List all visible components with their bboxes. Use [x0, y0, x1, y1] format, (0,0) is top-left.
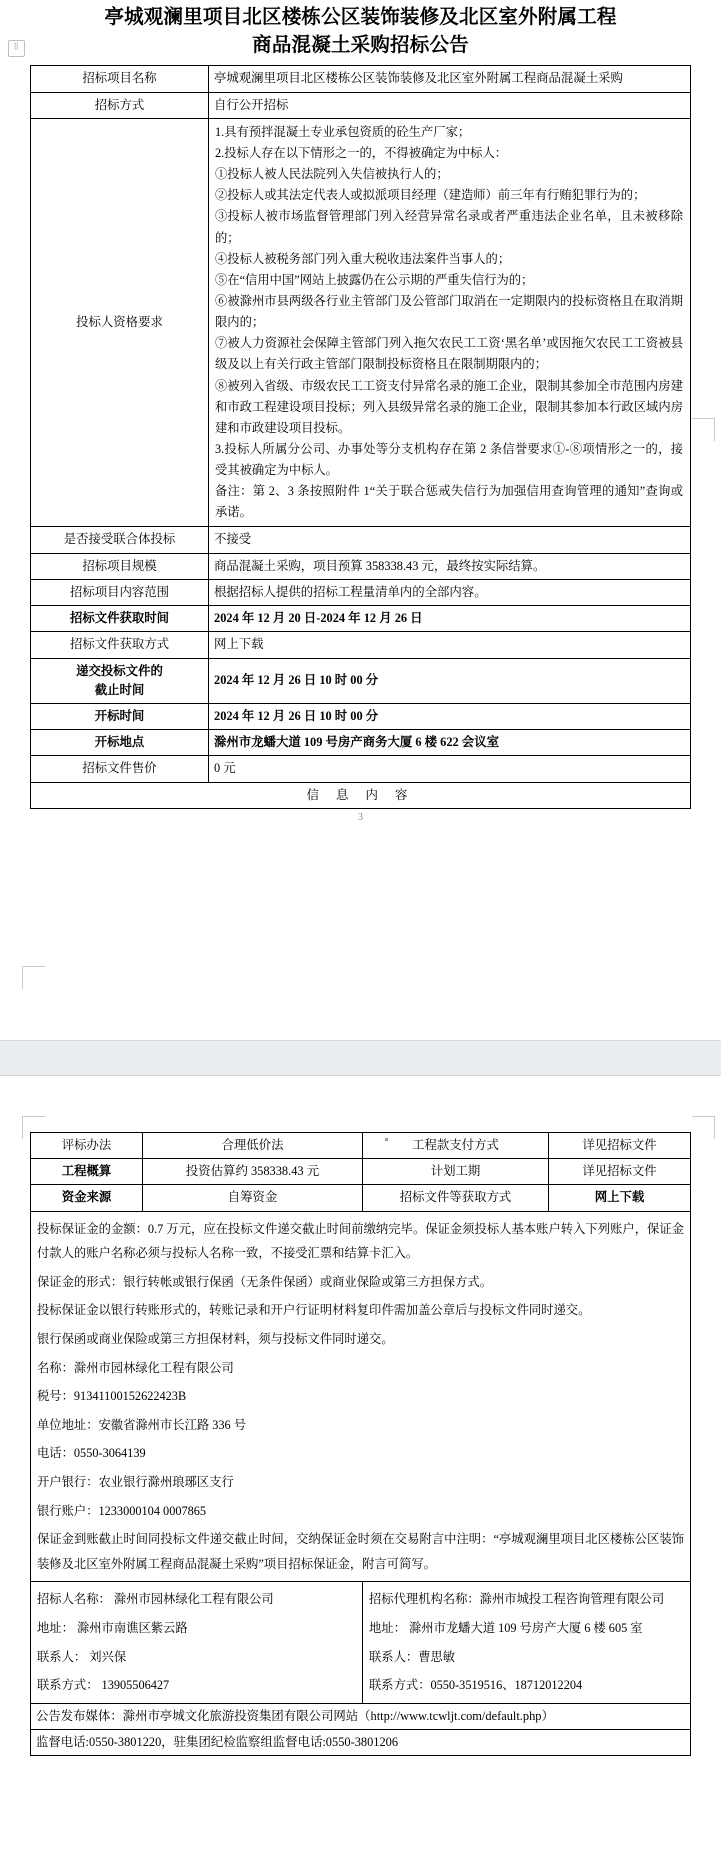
qualification-line: 1.具有预拌混凝土专业承包资质的砼生产厂家； — [215, 124, 471, 139]
table-row-qualification — [31, 118, 691, 527]
tenderer-phone: 联系方式： 13905506427 — [37, 1678, 170, 1693]
cell-budget-value: 投资估算约 358338.43 元 — [143, 1159, 363, 1185]
row-value-qualification — [209, 118, 691, 527]
cell-budget-label: 工程概算 — [31, 1159, 143, 1185]
table-row — [31, 606, 691, 632]
page2-corner-mark-right — [692, 1116, 715, 1139]
row-label-submission-deadline — [31, 658, 209, 703]
table-row-contacts — [31, 1582, 691, 1703]
qualification-line: 3.投标人所属分公司、办事处等分支机构存在第 2 条信誉要求①-⑧项情形之一的，接受其被确定为中标人。 — [215, 441, 683, 478]
table-row — [31, 66, 691, 92]
row-value-project-scale: 商品混凝土采购，项目预算 358338.43 元，最终按实际结算。 — [209, 553, 691, 579]
qualification-line: ⑤在“信用中国”网站上披露仍在公示期的严重失信行为的； — [215, 272, 534, 287]
row-label-doc-acquire-time: 招标文件获取时间 — [31, 606, 209, 632]
deposit-phone: 电话：0550-3064139 — [37, 1446, 146, 1461]
page2-corner-mark-left — [22, 1116, 45, 1139]
table-row-media — [31, 1703, 691, 1729]
tenderer-contact-person: 联系人： 刘兴保 — [37, 1649, 127, 1664]
tenderer-address: 地址： 滁州市南谯区紫云路 — [37, 1620, 188, 1635]
row-value-doc-price: 0 元 — [209, 756, 691, 782]
agent-contact-block — [363, 1582, 691, 1703]
row-value-joint-bid: 不接受 — [209, 527, 691, 553]
agent-contact-person: 联系人：曹思敏 — [369, 1649, 456, 1664]
title-line-1: 亭城观澜里项目北区楼栋公区装饰装修及北区室外附属工程 — [104, 7, 617, 28]
deposit-tax-number: 税号：91341100152622423B — [37, 1389, 187, 1404]
qualification-line: ③投标人被市场监督管理部门列入经营异常名录或者严重违法企业名单，且未被移除的； — [215, 209, 683, 245]
qualification-line: ⑧被列入省级、市级农民工工资支付异常名录的施工企业，限制其参加全市范围内房建和市政工程建设项目投标；列入县级异常名录的施工企业，限制其参加本行政区域内房建和市政建设项目投标。 — [215, 378, 683, 435]
agent-phone: 联系方式：0550-3519516、18712012204 — [369, 1678, 583, 1693]
table-row — [31, 756, 691, 782]
row-value-doc-acquire-time: 2024 年 12 月 20 日-2024 年 12 月 26 日 — [209, 606, 691, 632]
deposit-info-block — [31, 1211, 691, 1582]
document-page-2 — [0, 1076, 721, 1862]
deposit-bank-account: 银行账户：1233000104 0007865 — [37, 1503, 207, 1518]
deposit-paragraph: 银行保函或商业保险或第三方担保材料，须与投标文件同时递交。 — [37, 1332, 394, 1347]
tenderer-contact-block — [31, 1582, 363, 1703]
deposit-paragraph: 投标保证金的金额：0.7 万元，应在投标文件递交截止时间前缴纳完毕。保证金须投标人基本账户转入下列账户，保证金付款人的账户名称必须与投标人名称一致，不接受汇票和结算卡汇入。 — [37, 1221, 684, 1261]
tenderer-name: 招标人名称： 滁州市园林绿化工程有限公司 — [37, 1592, 274, 1607]
table-row-supervision — [31, 1729, 691, 1755]
table-row — [31, 730, 691, 756]
row-label-joint-bid: 是否接受联合体投标 — [31, 527, 209, 553]
row-label-project-name: 招标项目名称 — [31, 66, 209, 92]
table-row — [31, 579, 691, 605]
row-label-tender-method: 招标方式 — [31, 92, 209, 118]
row-value-submission-deadline: 2024 年 12 月 26 日 10 时 00 分 — [209, 658, 691, 703]
qualification-line: ⑥被滁州市县两级各行业主管部门及公管部门取消在一定期限内的投标资格且在取消期限内的； — [215, 293, 683, 330]
deposit-paragraph: 保证金到账截止时间同投标文件递交截止时间，交纳保证金时须在交易附言中注明：“亭城观澜里项目北区楼栋公区装饰装修及北区室外附属工程商品混凝土采购”项目招标保证金，附言可简写。 — [37, 1532, 684, 1571]
announcement-main-table — [30, 65, 691, 809]
row-label-project-scale: 招标项目规模 — [31, 553, 209, 579]
row-value-project-name: 亭城观澜里项目北区楼栋公区装饰装修及北区室外附属工程商品混凝土采购 — [209, 66, 691, 92]
row-value-open-time: 2024 年 12 月 26 日 10 时 00 分 — [209, 704, 691, 730]
table-row — [31, 92, 691, 118]
row-value-doc-acquire-method: 网上下载 — [209, 632, 691, 658]
cell-payment-method-value: 详见招标文件 — [549, 1133, 691, 1159]
cell-fund-source-label: 资金来源 — [31, 1185, 143, 1211]
info-content-header: 信 息 内 容 — [31, 782, 691, 808]
qualification-line: ④投标人被税务部门列入重大税收违法案件当事人的； — [215, 251, 511, 266]
qualification-line: ⑦被人力资源社会保障主管部门列入拖欠农民工工资‘黑名单’或因拖欠农民工工资被县级及以上有关行政主管部门限制投标资格且在限制期限内的； — [215, 336, 683, 372]
page-corner-mark-left — [22, 966, 45, 989]
submission-deadline-label-line1: 递交投标文件的 — [76, 663, 163, 678]
qualification-line: ①投标人被人民法院列入失信被执行人的； — [215, 167, 449, 182]
supervision-phone: 监督电话:0550-3801220，驻集团纪检监察组监督电话:0550-3801206 — [31, 1729, 691, 1755]
table-row — [31, 1159, 691, 1185]
row-value-tender-method: 自行公开招标 — [209, 92, 691, 118]
qualification-line: 备注：第 2、3 条按照附件 1“关于联合惩戒失信行为加强信用查询管理的通知”查询或承诺。 — [215, 484, 683, 520]
table-row-deposit — [31, 1211, 691, 1582]
row-label-open-place: 开标地点 — [31, 730, 209, 756]
page-number: 3 — [358, 811, 363, 823]
row-value-project-scope: 根据招标人提供的招标工程量清单内的全部内容。 — [209, 579, 691, 605]
deposit-paragraph: 保证金的形式：银行转帐或银行保函（无条件保函）或商业保险或第三方担保方式。 — [37, 1274, 492, 1289]
table-row — [31, 632, 691, 658]
deposit-paragraph: 投标保证金以银行转账形式的，转账记录和开户行证明材料复印件需加盖公章后与投标文件同时递交。 — [37, 1303, 591, 1318]
cell-evaluation-method-label: 评标办法 — [31, 1133, 143, 1159]
table-row — [31, 1133, 691, 1159]
page2-center-dot — [385, 1138, 388, 1141]
row-label-doc-price: 招标文件售价 — [31, 756, 209, 782]
deposit-account-name: 名称：滁州市园林绿化工程有限公司 — [37, 1360, 234, 1375]
table-row — [31, 553, 691, 579]
row-value-open-place: 滁州市龙蟠大道 109 号房产商务大厦 6 楼 622 会议室 — [209, 730, 691, 756]
title-line-2: 商品混凝土采购招标公告 — [252, 34, 469, 56]
announcement-detail-table — [30, 1132, 691, 1756]
cell-schedule-label: 计划工期 — [363, 1159, 549, 1185]
cell-schedule-value: 详见招标文件 — [549, 1159, 691, 1185]
row-label-project-scope: 招标项目内容范围 — [31, 579, 209, 605]
deposit-unit-address: 单位地址：安徽省滁州市长江路 336 号 — [37, 1417, 247, 1432]
table-move-handle-icon[interactable]: ⣿ — [8, 40, 25, 57]
row-label-qualification: 投标人资格要求 — [31, 118, 209, 527]
qualification-line: 2.投标人存在以下情形之一的，不得被确定为中标人： — [215, 145, 508, 160]
deposit-bank: 开户银行：农业银行滁州琅琊区支行 — [37, 1475, 234, 1489]
agent-name: 招标代理机构名称：滁州市城投工程咨询管理有限公司 — [369, 1592, 665, 1607]
table-row — [31, 658, 691, 703]
agent-address: 地址： 滁州市龙蟠大道 109 号房产大厦 6 楼 605 室 — [369, 1620, 643, 1635]
cell-payment-method-label: 工程款支付方式 — [363, 1133, 549, 1159]
cell-doc-access-label: 招标文件等获取方式 — [363, 1185, 549, 1211]
submission-deadline-label-line2: 截止时间 — [94, 682, 145, 697]
table-row — [31, 527, 691, 553]
row-label-doc-acquire-method: 招标文件获取方式 — [31, 632, 209, 658]
publication-media: 公告发布媒体：滁州市亭城文化旅游投资集团有限公司网站（http://www.tcwljt.com/default.php） — [31, 1703, 691, 1729]
qualification-line: ②投标人或其法定代表人或拟派项目经理（建造师）前三年有行贿犯罪行为的； — [215, 188, 646, 203]
table-row — [31, 1185, 691, 1211]
cell-fund-source-value: 自筹资金 — [143, 1185, 363, 1211]
cell-evaluation-method-value: 合理低价法 — [143, 1133, 363, 1159]
table-row-info-header — [31, 782, 691, 808]
page-corner-mark-right — [692, 418, 715, 441]
row-label-open-time: 开标时间 — [31, 704, 209, 730]
table-row — [31, 704, 691, 730]
cell-doc-access-value: 网上下载 — [549, 1185, 691, 1211]
page-separator — [0, 1040, 721, 1076]
page-title — [0, 0, 721, 65]
